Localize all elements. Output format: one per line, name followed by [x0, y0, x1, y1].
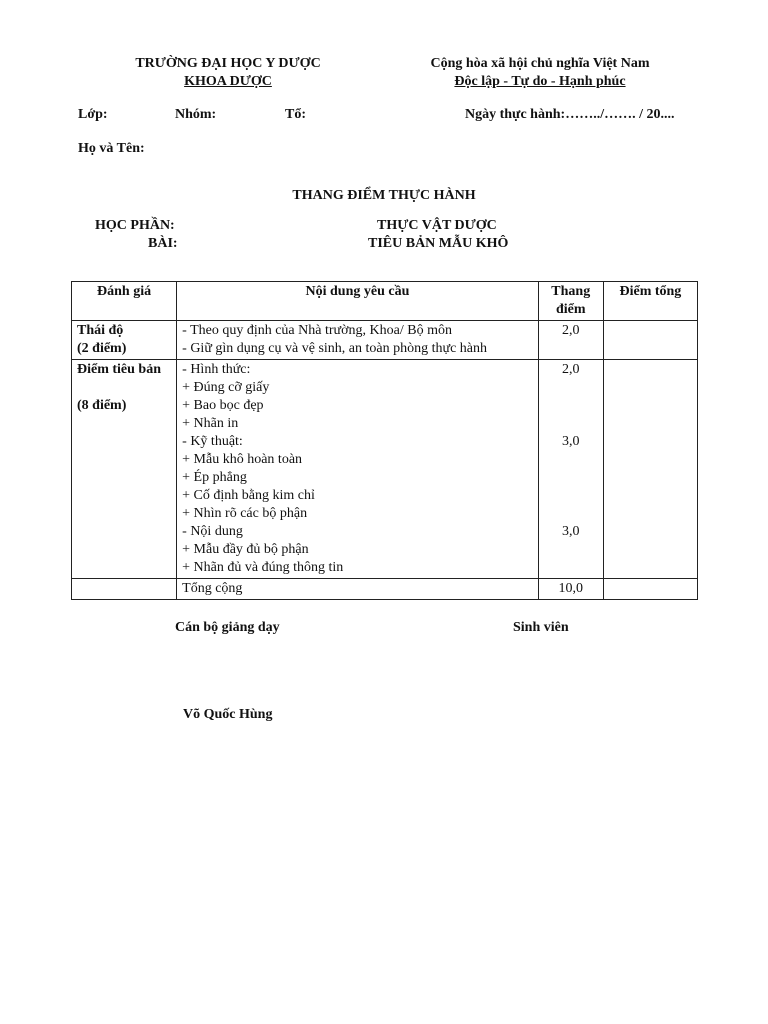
- total-score: 10,0: [538, 579, 603, 600]
- content-line: - Theo quy định của Nhà trường, Khoa/ Bộ môn: [182, 323, 452, 338]
- content-line: - Hình thức:: [182, 362, 251, 377]
- content-cell: [177, 360, 539, 579]
- content-line: - Giữ gìn dụng cụ và vệ sinh, an toàn phòng thực hành: [182, 341, 487, 356]
- page-title: THANG ĐIỂM THỰC HÀNH: [292, 188, 476, 203]
- criteria-cell: [72, 360, 177, 579]
- table-row: [72, 321, 698, 360]
- content-line: + Đúng cỡ giấy: [182, 380, 270, 395]
- student-signature-label: Sinh viên: [513, 620, 569, 635]
- content-line: + Bao bọc đẹp: [182, 398, 264, 413]
- content-line: + Nhãn in: [182, 416, 239, 431]
- module-label: HỌC PHẦN:: [95, 218, 175, 233]
- content-cell: [177, 321, 539, 360]
- content-line: + Nhãn đủ và đúng thông tin: [182, 560, 344, 575]
- table-header-row: [72, 282, 698, 321]
- header-scale: [538, 282, 603, 321]
- total-cell: [603, 321, 697, 360]
- full-name-label: Họ và Tên:: [78, 141, 145, 156]
- content-line: - Nội dung: [182, 524, 243, 539]
- practice-date-label: Ngày thực hành:……../……. / 20....: [465, 107, 675, 122]
- header-scale-text: Thang điểm: [551, 284, 591, 317]
- total-row-empty-cell: [72, 579, 177, 600]
- content-line: + Cố định bằng kim chỉ: [182, 488, 315, 503]
- total-label: Tổng cộng: [177, 579, 539, 600]
- content-line: + Mẫu đầy đủ bộ phận: [182, 542, 309, 557]
- criteria-title: Thái độ: [77, 323, 124, 338]
- scale-cell: [538, 321, 603, 360]
- header-content: Nội dung yêu cầu: [177, 282, 539, 321]
- scale-value: 3,0: [562, 434, 580, 449]
- team-label: Tổ:: [285, 107, 306, 122]
- scale-value: 2,0: [562, 323, 580, 338]
- group-label: Nhóm:: [175, 107, 217, 122]
- scale-value: 2,0: [562, 362, 580, 377]
- faculty-name-text: KHOA DƯỢC: [184, 74, 272, 89]
- republic-title: Cộng hòa xã hội chủ nghĩa Việt Nam: [430, 56, 650, 71]
- school-name: TRƯỜNG ĐẠI HỌC Y DƯỢC: [135, 56, 321, 71]
- criteria-title: Điểm tiêu bản: [77, 362, 161, 377]
- module-value: THỰC VẬT DƯỢC: [377, 218, 497, 233]
- criteria-points: (8 điểm): [77, 398, 127, 413]
- table-total-row: [72, 579, 698, 600]
- content-line: + Nhìn rõ các bộ phận: [182, 506, 308, 521]
- national-motto: [400, 74, 680, 90]
- criteria-cell: [72, 321, 177, 360]
- lesson-label: BÀI:: [148, 236, 178, 251]
- content-line: - Kỹ thuật:: [182, 434, 243, 449]
- content-line: + Ép phẳng: [182, 470, 247, 485]
- teacher-signature-label: Cán bộ giảng dạy: [175, 620, 280, 635]
- scale-cell: [538, 360, 603, 579]
- lesson-value: TIÊU BẢN MẪU KHÔ: [368, 236, 509, 251]
- criteria-points: (2 điểm): [77, 341, 127, 356]
- total-cell: [603, 360, 697, 579]
- header-total: Điểm tổng: [603, 282, 697, 321]
- table-row: [72, 360, 698, 579]
- scale-value: 3,0: [562, 524, 580, 539]
- rubric-table: [71, 281, 698, 600]
- content-line: + Mẫu khô hoàn toàn: [182, 452, 303, 467]
- header-criteria: Đánh giá: [72, 282, 177, 321]
- total-points-cell: [603, 579, 697, 600]
- faculty-name: [108, 74, 348, 90]
- teacher-name: Võ Quốc Hùng: [183, 707, 273, 722]
- class-label: Lớp:: [78, 107, 108, 122]
- national-motto-text: Độc lập - Tự do - Hạnh phúc: [454, 74, 626, 89]
